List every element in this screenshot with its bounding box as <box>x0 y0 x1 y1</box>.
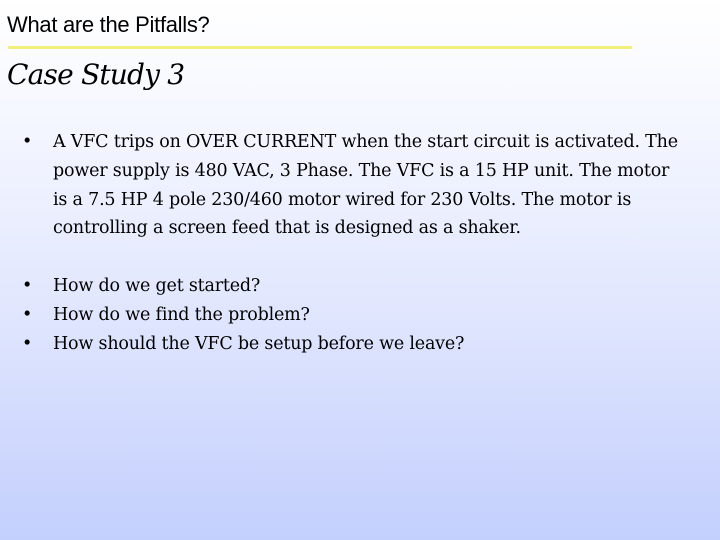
bullet-icon: • <box>22 132 33 152</box>
bullet-item-question <box>22 272 682 301</box>
case-description: A VFC trips on OVER CURRENT when the start circuit is activated. The power supply is 480 VAC, 3 Phase. The VFC is a 15 HP unit. The motor is a 7.5 HP 4 pole 230/460 motor wired for 230 Volts. The motor is controlling a screen feed that is designed as a shaker. <box>53 132 678 239</box>
slide-title: What are the Pitfalls? <box>7 12 210 37</box>
bullet-icon: • <box>22 333 33 354</box>
question-text: How do we get started? <box>53 276 261 297</box>
title-underline <box>8 46 632 49</box>
question-text: How do we find the problem? <box>53 304 310 325</box>
slide-body <box>22 128 682 359</box>
bullet-icon: • <box>22 304 33 325</box>
bullet-item-description <box>22 128 682 243</box>
slide-subtitle: Case Study 3 <box>7 58 185 91</box>
bullet-icon: • <box>22 276 33 297</box>
bullet-item-question <box>22 330 682 359</box>
bullet-item-question <box>22 301 682 330</box>
question-text: How should the VFC be setup before we leave? <box>53 333 465 354</box>
